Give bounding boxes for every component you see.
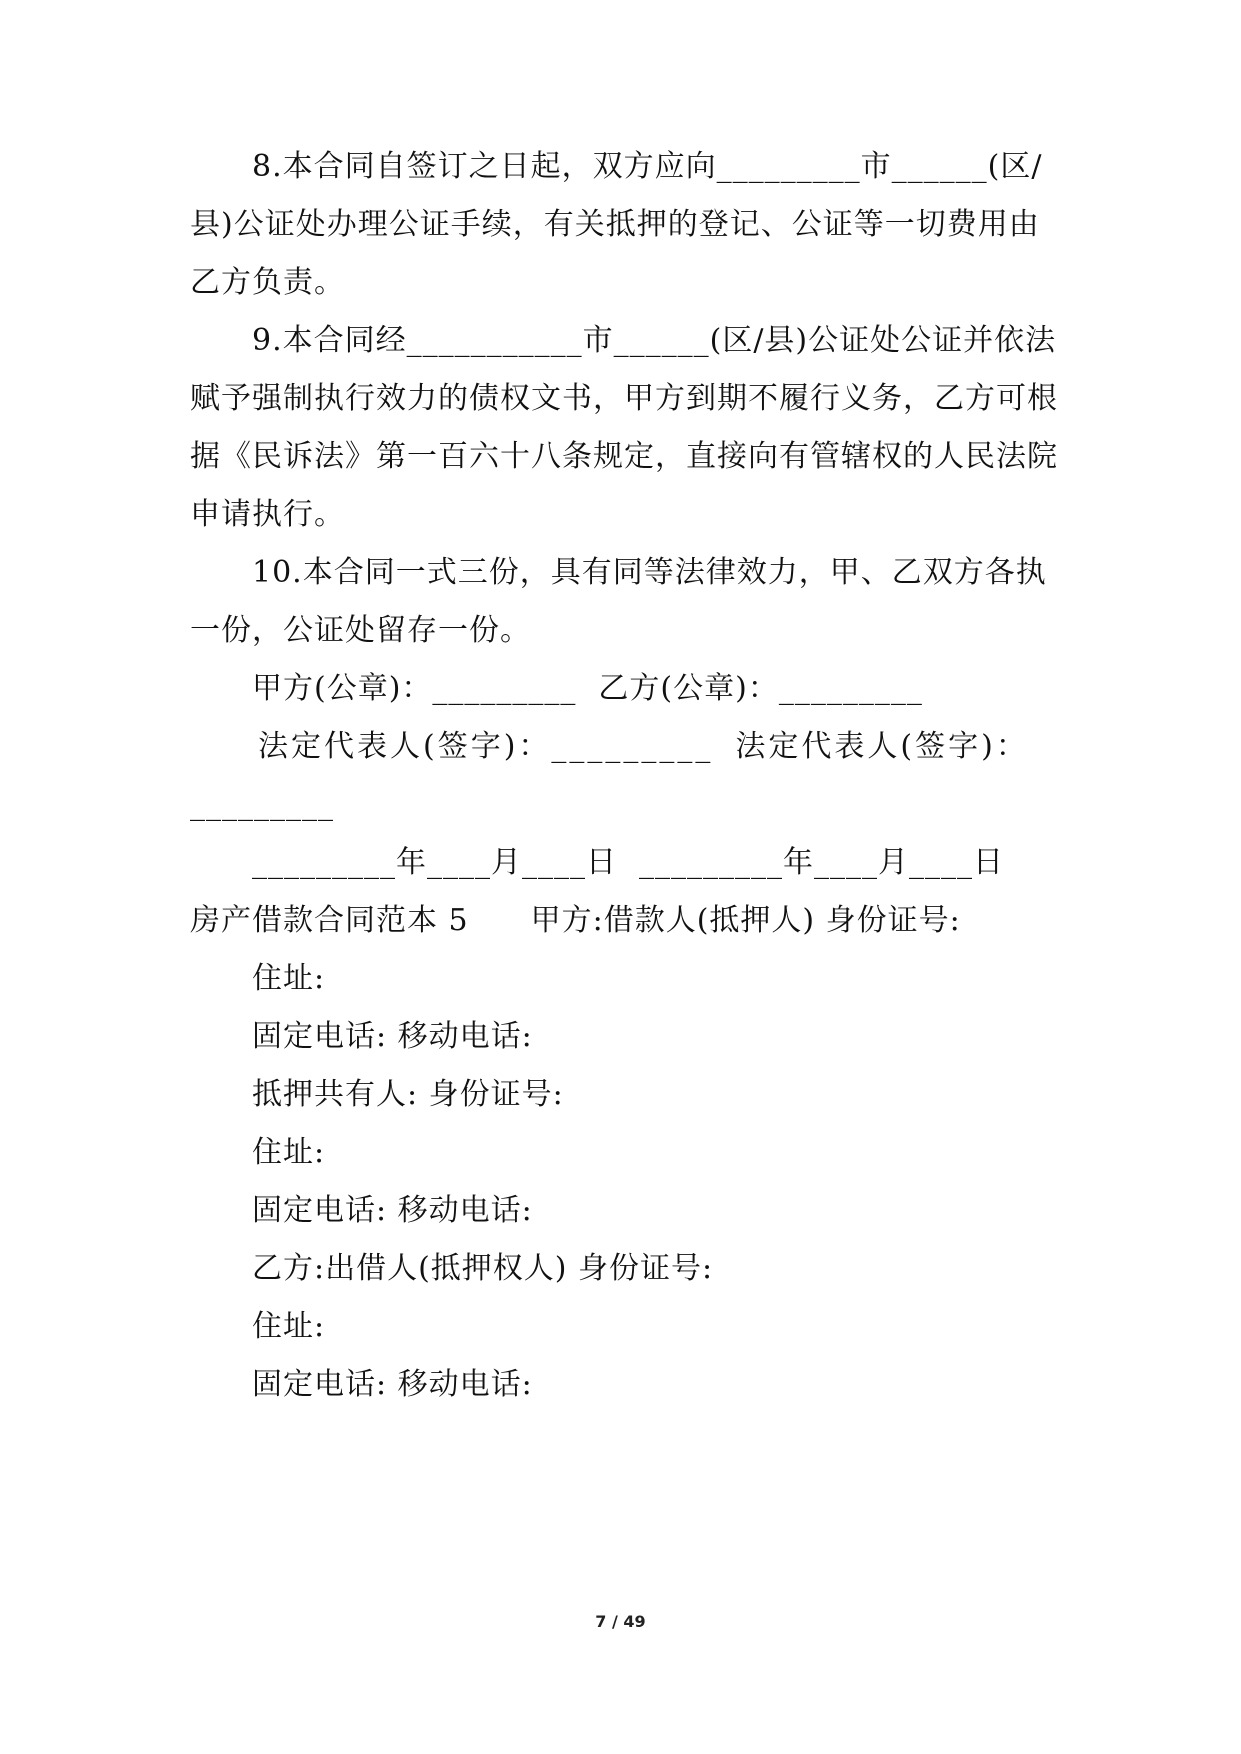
party-a-seal: 甲方(公章)：_________ (252, 671, 577, 706)
party-b-address: 住址: (252, 1309, 326, 1344)
party-a-representative: 法定代表人(签字)：_________ (258, 729, 714, 764)
page-number: 7 / 49 (595, 1612, 646, 1631)
party-a-address: 住址: (252, 961, 326, 996)
sample-5-title: 房产借款合同范本 5 (190, 903, 469, 938)
clause-8-text-1: 8.本合同自签订之日起，双方应向_________市______(区/ (252, 149, 1043, 184)
clause-8-line-3: 乙方负责。 (190, 265, 345, 300)
party-b-phone: 固定电话: 移动电话: (252, 1367, 533, 1402)
party-b-header: 乙方:出借人(抵押权人) 身份证号: (252, 1251, 714, 1286)
clause-8-line-1 (252, 147, 1060, 187)
party-a-phone: 固定电话: 移动电话: (252, 1019, 533, 1054)
party-b-representative: 法定代表人(签字)： (735, 729, 1029, 764)
date-row (252, 843, 1122, 883)
party-b-representative-blank: _________ (190, 787, 334, 822)
clause-10-line-1: 10.本合同一式三份，具有同等法律效力，甲、乙双方各执 (252, 555, 1047, 590)
party-b-date: _________年____月____日 (639, 845, 1004, 880)
party-a-date: _________年____月____日 (252, 845, 617, 880)
party-b-seal: 乙方(公章)：_________ (598, 671, 923, 706)
sample-5-header (190, 901, 1060, 941)
party-a-header: 甲方:借款人(抵押人) 身份证号: (530, 903, 961, 938)
co-owner-phone: 固定电话: 移动电话: (252, 1193, 533, 1228)
clause-10-line-2: 一份，公证处留存一份。 (190, 613, 531, 648)
co-owner-address: 住址: (252, 1135, 326, 1170)
clause-9-line-2: 赋予强制执行效力的债权文书，甲方到期不履行义务，乙方可根 (190, 381, 1058, 416)
clause-8-line-2: 县)公证处办理公证手续，有关抵押的登记、公证等一切费用由 (190, 207, 1040, 242)
co-owner-header: 抵押共有人: 身份证号: (252, 1077, 564, 1112)
seal-row (252, 669, 1122, 709)
clause-9-line-4: 申请执行。 (190, 497, 345, 532)
clause-9-line-3: 据《民诉法》第一百六十八条规定，直接向有管辖权的人民法院 (190, 439, 1058, 474)
clause-9-line-1: 9.本合同经___________市______(区/县)公证处公证并依法 (252, 323, 1057, 358)
representative-row (258, 727, 1128, 767)
